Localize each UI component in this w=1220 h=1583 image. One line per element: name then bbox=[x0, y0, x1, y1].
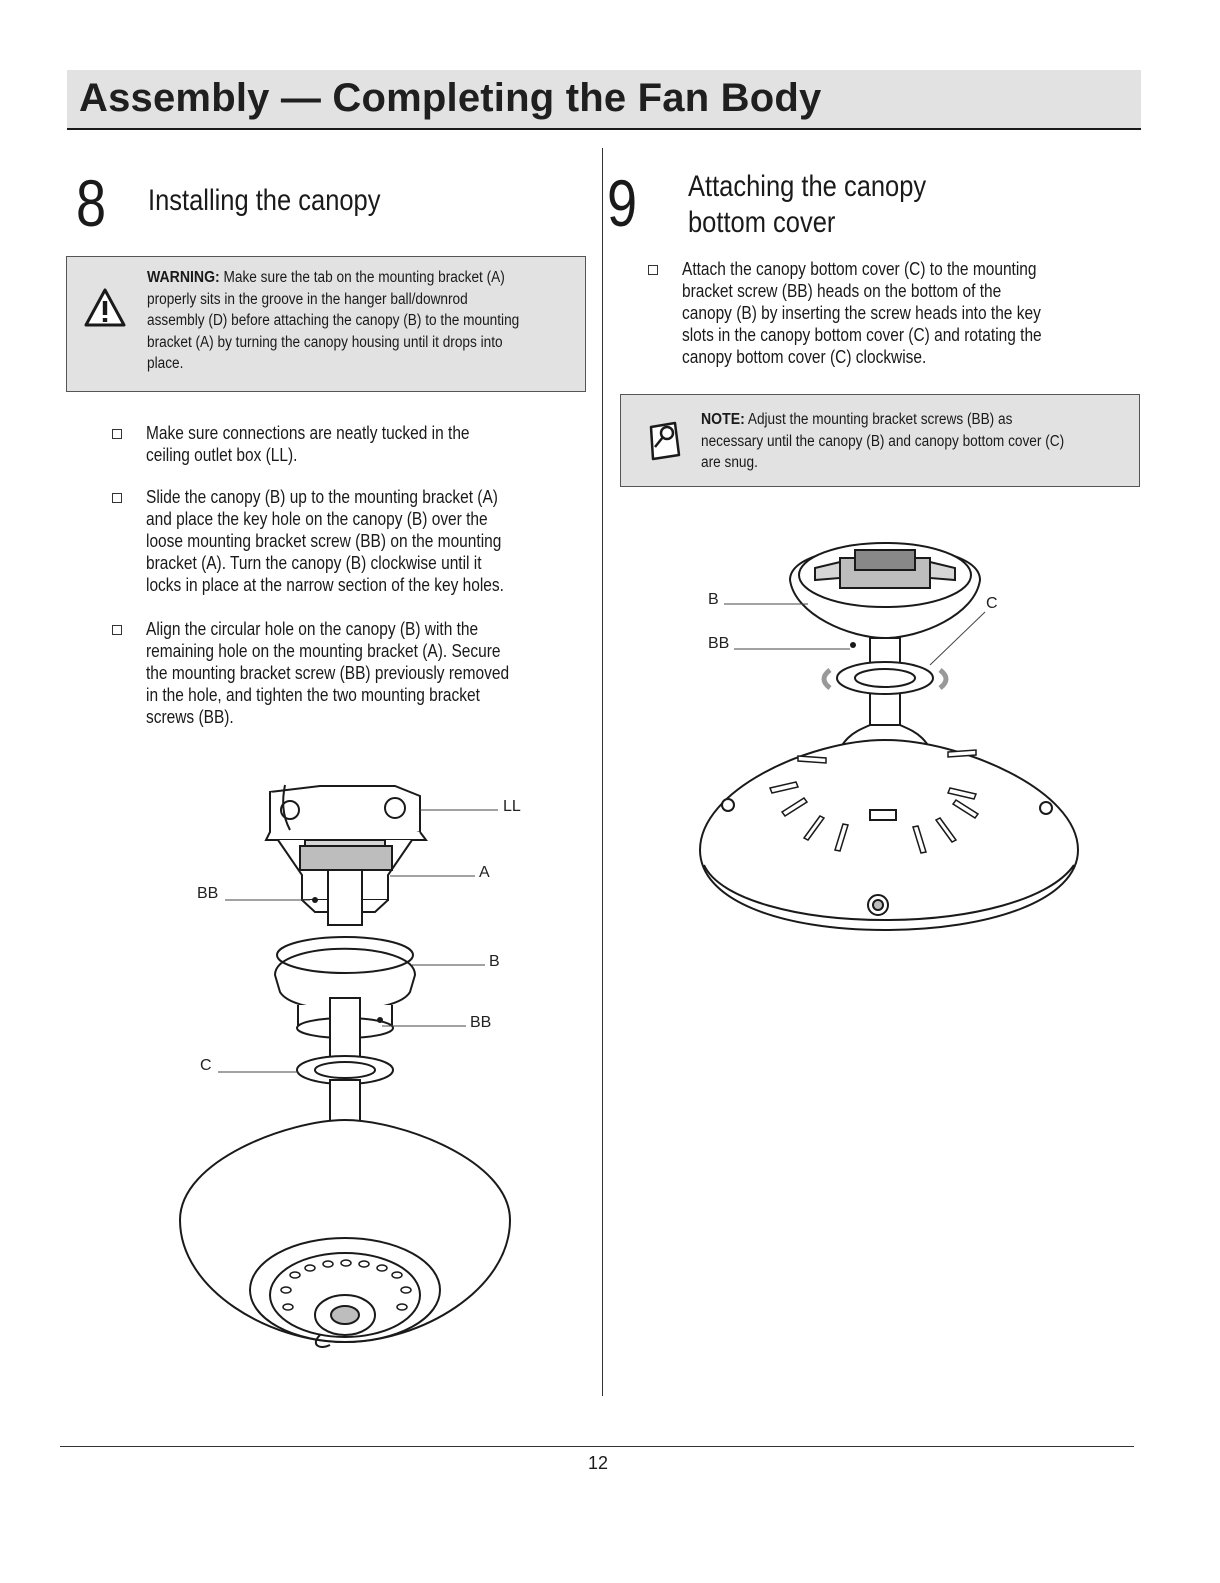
step-8-number: 8 bbox=[76, 166, 107, 240]
bullet-line: loose mounting bracket screw (BB) on the mounting bbox=[146, 531, 502, 551]
bullet-line: Make sure connections are neatly tucked in the bbox=[146, 423, 470, 443]
warning-triangle-icon bbox=[83, 287, 127, 329]
bullet-line: canopy (B) by inserting the screw heads into the key bbox=[682, 303, 1041, 323]
step-8-bullet-2 bbox=[146, 486, 504, 596]
bullet-line: Attach the canopy bottom cover (C) to the mounting bbox=[682, 259, 1037, 279]
warning-line: WARNING: Make sure the tab on the mounting bracket (A) bbox=[147, 269, 505, 286]
warning-keyword: WARNING: bbox=[147, 269, 220, 286]
warning-text bbox=[147, 267, 519, 375]
step-9-bullet-1 bbox=[682, 258, 1042, 368]
step-9-title-line: Attaching the canopy bbox=[688, 170, 927, 203]
bullet-line: bracket (A). Turn the canopy (B) clockwise until it bbox=[146, 553, 482, 573]
step-8-bullet-3 bbox=[146, 618, 509, 728]
label-bb-top: BB bbox=[197, 885, 219, 902]
note-line: necessary until the canopy (B) and canopy bottom cover (C) bbox=[701, 432, 1065, 450]
checkbox-icon bbox=[112, 625, 122, 635]
note-text bbox=[701, 409, 1064, 474]
bottom-cover-illustration bbox=[690, 520, 1100, 940]
bullet-line: screws (BB). bbox=[146, 707, 234, 727]
checkbox-icon bbox=[112, 493, 122, 503]
bullet-line: locks in place at the narrow section of the key holes. bbox=[146, 575, 504, 595]
bullet-line: and place the key hole on the canopy (B) over the bbox=[146, 509, 488, 529]
label-ll: LL bbox=[503, 798, 521, 815]
step-9-title bbox=[688, 169, 926, 241]
warning-line: place. bbox=[147, 355, 184, 372]
warning-callout bbox=[66, 256, 586, 392]
bullet-line: bracket screw (BB) heads on the bottom of the bbox=[682, 281, 1002, 301]
checkbox-icon bbox=[648, 265, 658, 275]
bullet-line: Align the circular hole on the canopy (B) with the bbox=[146, 619, 479, 639]
label-b: B bbox=[708, 591, 719, 608]
label-c: C bbox=[986, 595, 998, 612]
canopy-install-illustration bbox=[170, 770, 550, 1380]
note-line: NOTE: Adjust the mounting bracket screws (BB) as bbox=[701, 411, 1013, 428]
section-header bbox=[67, 70, 1141, 130]
bullet-line: ceiling outlet box (LL). bbox=[146, 445, 298, 465]
warning-line: bracket (A) by turning the canopy housing until it drops into bbox=[147, 333, 503, 351]
label-b: B bbox=[489, 953, 500, 970]
bullet-line: remaining hole on the mounting bracket (A). Secure bbox=[146, 641, 501, 661]
label-bb: BB bbox=[708, 635, 730, 652]
page-number: 12 bbox=[587, 1453, 609, 1473]
bullet-line: the mounting bracket screw (BB) previously removed bbox=[146, 663, 510, 683]
checkbox-icon bbox=[112, 429, 122, 439]
note-line: are snug. bbox=[701, 454, 758, 471]
bullet-line: slots in the canopy bottom cover (C) and rotating the bbox=[682, 325, 1042, 345]
bullet-line: in the hole, and tighten the two mounting bracket bbox=[146, 685, 480, 705]
label-c: C bbox=[200, 1057, 212, 1074]
note-keyword: NOTE: bbox=[701, 411, 745, 428]
bullet-line: Slide the canopy (B) up to the mounting bracket (A) bbox=[146, 487, 498, 507]
step-8-bullet-1 bbox=[146, 422, 470, 466]
bullet-line: canopy bottom cover (C) clockwise. bbox=[682, 347, 927, 367]
column-divider bbox=[602, 148, 603, 1396]
warning-line: properly sits in the groove in the hanger ball/downrod bbox=[147, 290, 468, 308]
step-9-number: 9 bbox=[607, 166, 638, 240]
warning-line: assembly (D) before attaching the canopy (B) to the mounting bbox=[147, 312, 520, 329]
step-9-title-line: bottom cover bbox=[688, 206, 836, 239]
pushpin-note-icon bbox=[645, 417, 685, 463]
footer-rule bbox=[60, 1446, 1134, 1447]
label-bb-bottom: BB bbox=[470, 1014, 492, 1031]
step-8-title: Installing the canopy bbox=[148, 184, 381, 217]
note-callout bbox=[620, 394, 1140, 487]
label-a: A bbox=[479, 864, 490, 881]
page-title: Assembly — Completing the Fan Body bbox=[79, 76, 822, 120]
